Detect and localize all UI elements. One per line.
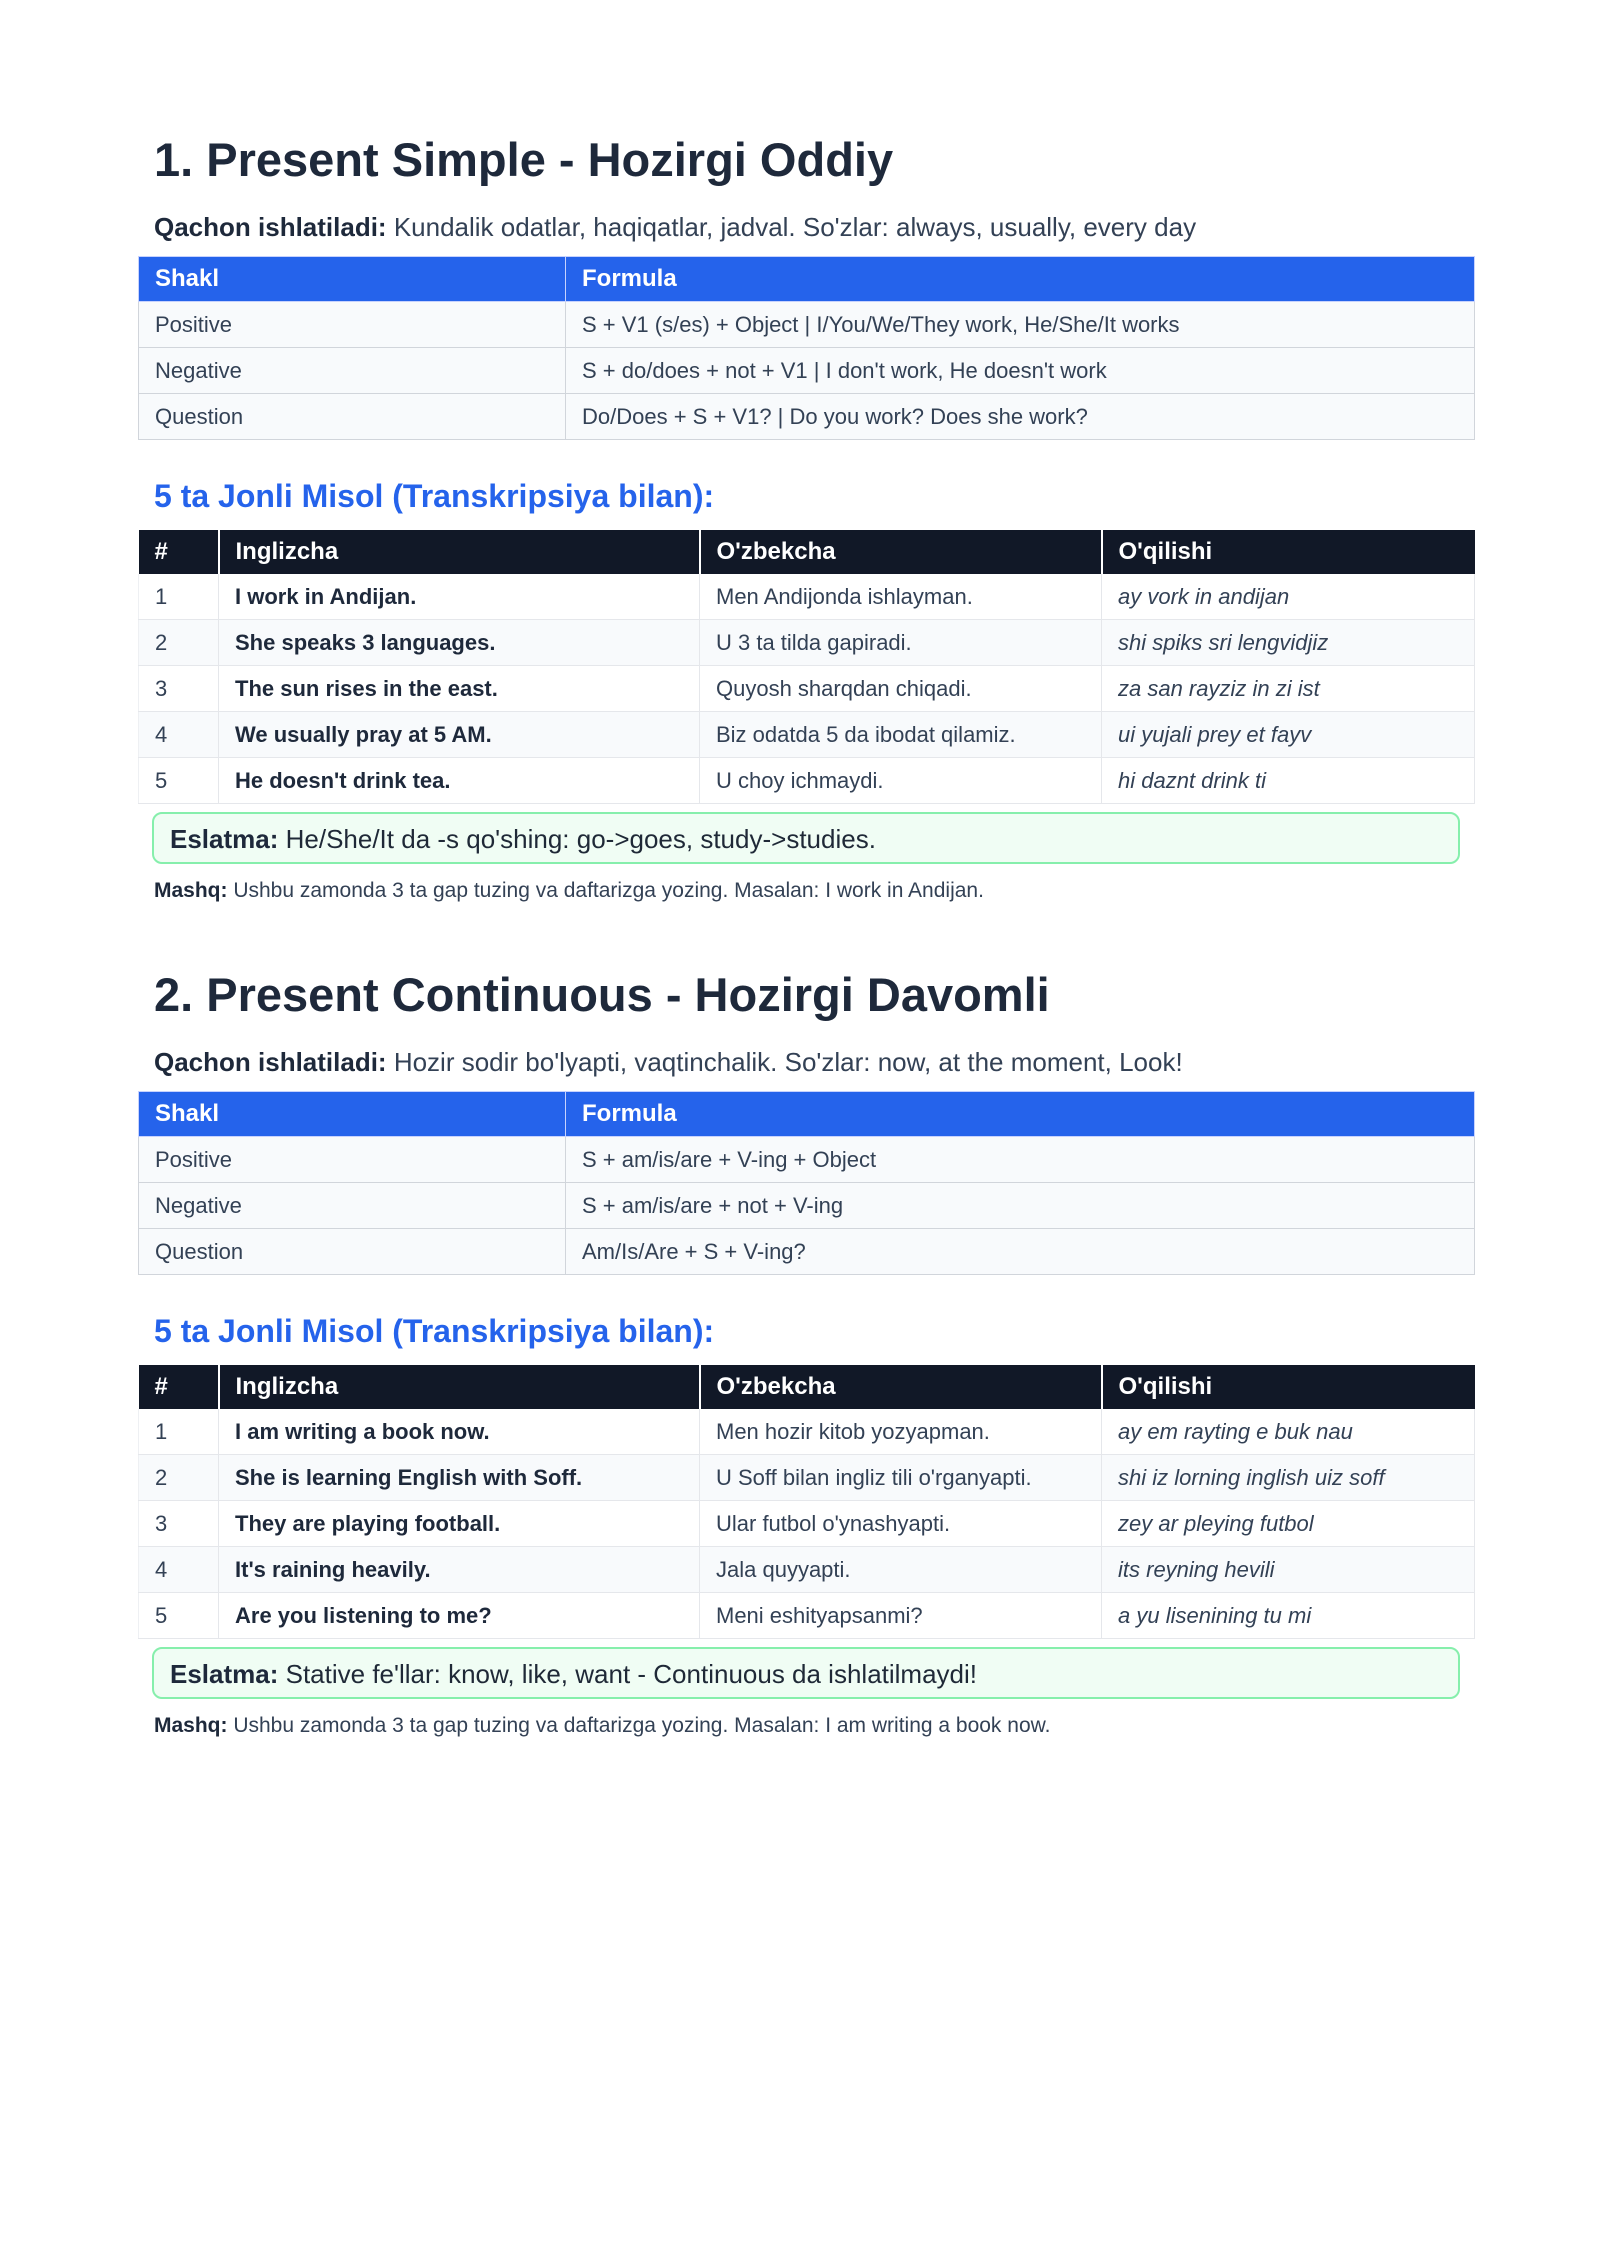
header-formula: Formula (566, 1092, 1475, 1137)
example-number: 5 (139, 1593, 219, 1639)
examples-table-header (139, 530, 1475, 574)
form-formula: Am/Is/Are + S + V-ing? (566, 1229, 1475, 1275)
usage-text: Kundalik odatlar, haqiqatlar, jadval. So'zlar: always, usually, every day (386, 212, 1197, 242)
formula-table-header (139, 257, 1475, 302)
example-english: He doesn't drink tea. (219, 758, 700, 804)
example-number: 1 (139, 1409, 219, 1455)
header-uzbek: O'zbekcha (700, 1365, 1102, 1409)
header-pronunciation: O'qilishi (1102, 1365, 1475, 1409)
section-title: 1. Present Simple - Hozirgi Oddiy (154, 133, 894, 186)
exercise-line (154, 1711, 1474, 1741)
form-formula: S + V1 (s/es) + Object | I/You/We/They work, He/She/It works (566, 302, 1475, 348)
example-uzbek: U Soff bilan ingliz tili o'rganyapti. (700, 1455, 1102, 1501)
example-pronunciation: ui yujali prey et fayv (1102, 712, 1475, 758)
form-type: Negative (139, 1183, 566, 1229)
formula-row (139, 1229, 1475, 1275)
example-uzbek: Ular futbol o'ynashyapti. (700, 1501, 1102, 1547)
note-text: He/She/It da -s qo'shing: go->goes, study->studies. (278, 824, 876, 854)
example-english: The sun rises in the east. (219, 666, 700, 712)
example-pronunciation: ay vork in andijan (1102, 574, 1475, 620)
example-english: We usually pray at 5 AM. (219, 712, 700, 758)
form-formula: S + do/does + not + V1 | I don't work, He doesn't work (566, 348, 1475, 394)
header-number: # (139, 1365, 219, 1409)
header-uzbek: O'zbekcha (700, 530, 1102, 574)
note-label: Eslatma: (170, 824, 279, 854)
form-type: Positive (139, 302, 566, 348)
header-pronunciation: O'qilishi (1102, 530, 1475, 574)
example-english: She speaks 3 languages. (219, 620, 700, 666)
formula-row (139, 394, 1475, 440)
form-type: Negative (139, 348, 566, 394)
example-pronunciation: its reyning hevili (1102, 1547, 1475, 1593)
formula-table-header (139, 1092, 1475, 1137)
example-row (139, 1547, 1475, 1593)
example-english: I work in Andijan. (219, 574, 700, 620)
section-present-continuous (138, 967, 1474, 1741)
example-row (139, 712, 1475, 758)
example-row (139, 1593, 1475, 1639)
examples-table (138, 1365, 1475, 1639)
example-uzbek: Jala quyyapti. (700, 1547, 1102, 1593)
example-row (139, 1409, 1475, 1455)
example-number: 3 (139, 1501, 219, 1547)
form-type: Question (139, 394, 566, 440)
usage-text: Hozir sodir bo'lyapti, vaqtinchalik. So'zlar: now, at the moment, Look! (386, 1047, 1183, 1077)
example-pronunciation: ay em rayting e buk nau (1102, 1409, 1475, 1455)
formula-row (139, 1137, 1475, 1183)
example-uzbek: Biz odatda 5 da ibodat qilamiz. (700, 712, 1102, 758)
note-label: Eslatma: (170, 1659, 279, 1689)
usage-label: Qachon ishlatiladi: (154, 212, 387, 242)
example-english: She is learning English with Soff. (219, 1455, 700, 1501)
examples-title: 5 ta Jonli Misol (Transkripsiya bilan): (154, 478, 715, 514)
form-type: Positive (139, 1137, 566, 1183)
example-english: It's raining heavily. (219, 1547, 700, 1593)
example-pronunciation: za san rayziz in zi ist (1102, 666, 1475, 712)
examples-title: 5 ta Jonli Misol (Transkripsiya bilan): (154, 1313, 715, 1349)
example-row (139, 574, 1475, 620)
header-shakl: Shakl (139, 1092, 566, 1137)
examples-table (138, 530, 1475, 804)
example-english: Are you listening to me? (219, 1593, 700, 1639)
note-box (152, 812, 1460, 864)
section-title: 2. Present Continuous - Hozirgi Davomli (154, 968, 1050, 1021)
exercise-text: Ushbu zamonda 3 ta gap tuzing va daftarizga yozing. Masalan: I work in Andijan. (227, 879, 984, 902)
usage-line (154, 1045, 1474, 1079)
examples-table-header (139, 1365, 1475, 1409)
example-pronunciation: zey ar pleying futbol (1102, 1501, 1475, 1547)
example-uzbek: Men hozir kitob yozyapman. (700, 1409, 1102, 1455)
note-text: Stative fe'llar: know, like, want - Continuous da ishlatilmaydi! (278, 1659, 978, 1689)
example-pronunciation: shi iz lorning inglish uiz soff (1102, 1455, 1475, 1501)
formula-table (138, 1091, 1475, 1275)
header-shakl: Shakl (139, 257, 566, 302)
formula-row (139, 1183, 1475, 1229)
example-number: 2 (139, 1455, 219, 1501)
example-number: 4 (139, 712, 219, 758)
formula-row (139, 302, 1475, 348)
form-formula: S + am/is/are + V-ing + Object (566, 1137, 1475, 1183)
example-uzbek: Meni eshityapsanmi? (700, 1593, 1102, 1639)
example-number: 4 (139, 1547, 219, 1593)
exercise-line (154, 876, 1474, 906)
usage-line (154, 210, 1474, 244)
exercise-label: Mashq: (154, 1714, 228, 1737)
example-pronunciation: hi daznt drink ti (1102, 758, 1475, 804)
usage-label: Qachon ishlatiladi: (154, 1047, 387, 1077)
example-row (139, 1501, 1475, 1547)
example-pronunciation: shi spiks sri lengvidjiz (1102, 620, 1475, 666)
example-uzbek: U choy ichmaydi. (700, 758, 1102, 804)
form-type: Question (139, 1229, 566, 1275)
example-uzbek: U 3 ta tilda gapiradi. (700, 620, 1102, 666)
example-row (139, 758, 1475, 804)
header-number: # (139, 530, 219, 574)
example-pronunciation: a yu lisenining tu mi (1102, 1593, 1475, 1639)
example-number: 2 (139, 620, 219, 666)
header-english: Inglizcha (219, 530, 700, 574)
exercise-text: Ushbu zamonda 3 ta gap tuzing va daftarizga yozing. Masalan: I am writing a book now. (227, 1714, 1051, 1737)
exercise-label: Mashq: (154, 879, 228, 902)
header-english: Inglizcha (219, 1365, 700, 1409)
form-formula: Do/Does + S + V1? | Do you work? Does she work? (566, 394, 1475, 440)
form-formula: S + am/is/are + not + V-ing (566, 1183, 1475, 1229)
header-formula: Formula (566, 257, 1475, 302)
example-english: They are playing football. (219, 1501, 700, 1547)
formula-table (138, 256, 1475, 440)
example-number: 5 (139, 758, 219, 804)
example-number: 3 (139, 666, 219, 712)
example-row (139, 666, 1475, 712)
example-row (139, 1455, 1475, 1501)
example-uzbek: Quyosh sharqdan chiqadi. (700, 666, 1102, 712)
formula-row (139, 348, 1475, 394)
section-present-simple (138, 132, 1474, 906)
note-box (152, 1647, 1460, 1699)
example-english: I am writing a book now. (219, 1409, 700, 1455)
example-uzbek: Men Andijonda ishlayman. (700, 574, 1102, 620)
example-number: 1 (139, 574, 219, 620)
example-row (139, 620, 1475, 666)
